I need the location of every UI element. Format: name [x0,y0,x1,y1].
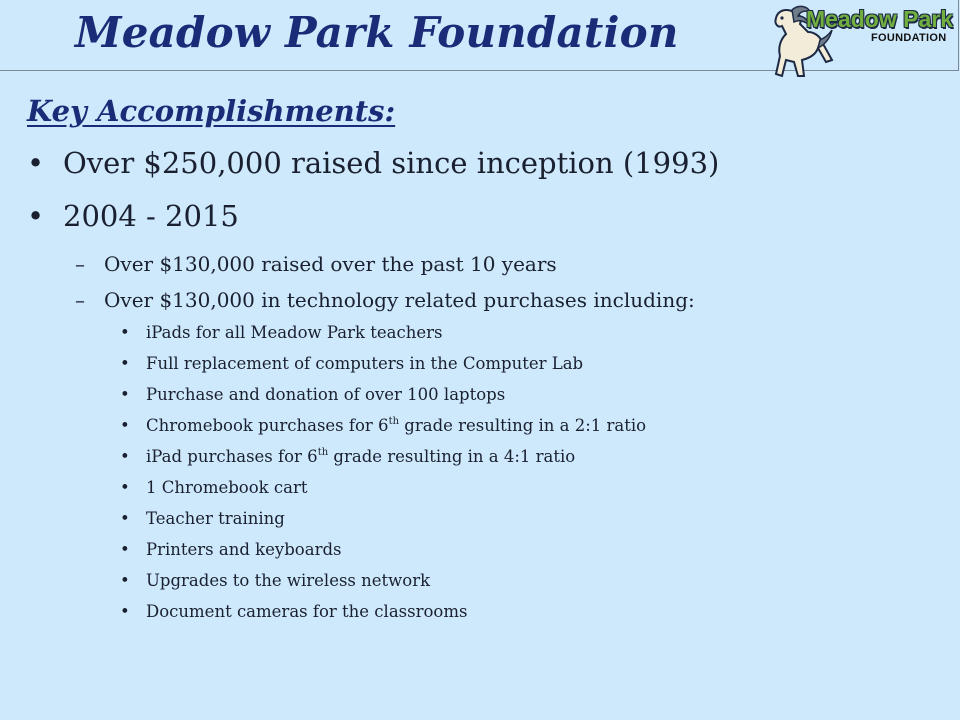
list-item-text: Teacher training [146,509,285,528]
list-item-text: Full replacement of computers in the Computer Lab [146,354,584,373]
sub-bullet-text: Over $130,000 in technology related purchases including: [104,288,695,312]
list-item [120,602,467,621]
list-item [120,354,583,373]
list-item-text: iPads for all Meadow Park teachers [146,323,443,342]
bullet-item [27,146,719,180]
list-item-text: 1 Chromebook cart [146,478,308,497]
sub-bullet-text: Over $130,000 raised over the past 10 years [104,252,557,276]
bullet-marker: • [27,199,45,233]
bullet-marker: • [120,478,130,497]
bullet-marker: • [120,540,130,559]
list-item [120,416,646,435]
list-item [120,540,342,559]
sub-bullet-item [75,288,695,312]
bullet-marker: • [120,602,130,621]
list-item-text: Purchase and donation of over 100 laptops [146,385,506,404]
list-item-text: Chromebook purchases for 6th grade resulting in a 2:1 ratio [146,416,647,435]
bullet-marker: • [120,416,130,435]
bullet-marker: • [120,447,130,466]
dash-marker: – [75,252,85,276]
logo-subtitle: FOUNDATION [871,32,947,44]
bullet-marker: • [120,323,130,342]
list-item-text: Document cameras for the classrooms [146,602,468,621]
foundation-logo [760,4,953,80]
list-item-text: Upgrades to the wireless network [146,571,431,590]
list-item-text: Printers and keyboards [146,540,342,559]
list-item [120,478,308,497]
page-title: Meadow Park Foundation [75,8,679,57]
bullet-marker: • [120,354,130,373]
bullet-marker: • [120,385,130,404]
bullet-text: Over $250,000 raised since inception (1993) [63,146,720,180]
bullet-marker: • [27,146,45,180]
list-item [120,385,505,404]
list-item [120,323,442,342]
bullet-item [27,199,239,233]
sub-bullet-item [75,252,557,276]
title-bar [0,0,959,71]
logo-wordmark: Meadow Park [806,6,953,32]
list-item [120,447,575,466]
list-item [120,509,285,528]
list-item [120,571,430,590]
dash-marker: – [75,288,85,312]
bullet-marker: • [120,571,130,590]
section-heading: Key Accomplishments: [27,94,396,128]
list-item-text: iPad purchases for 6th grade resulting in a 4:1 ratio [146,447,576,466]
bullet-text: 2004 - 2015 [63,199,239,233]
bullet-marker: • [120,509,130,528]
